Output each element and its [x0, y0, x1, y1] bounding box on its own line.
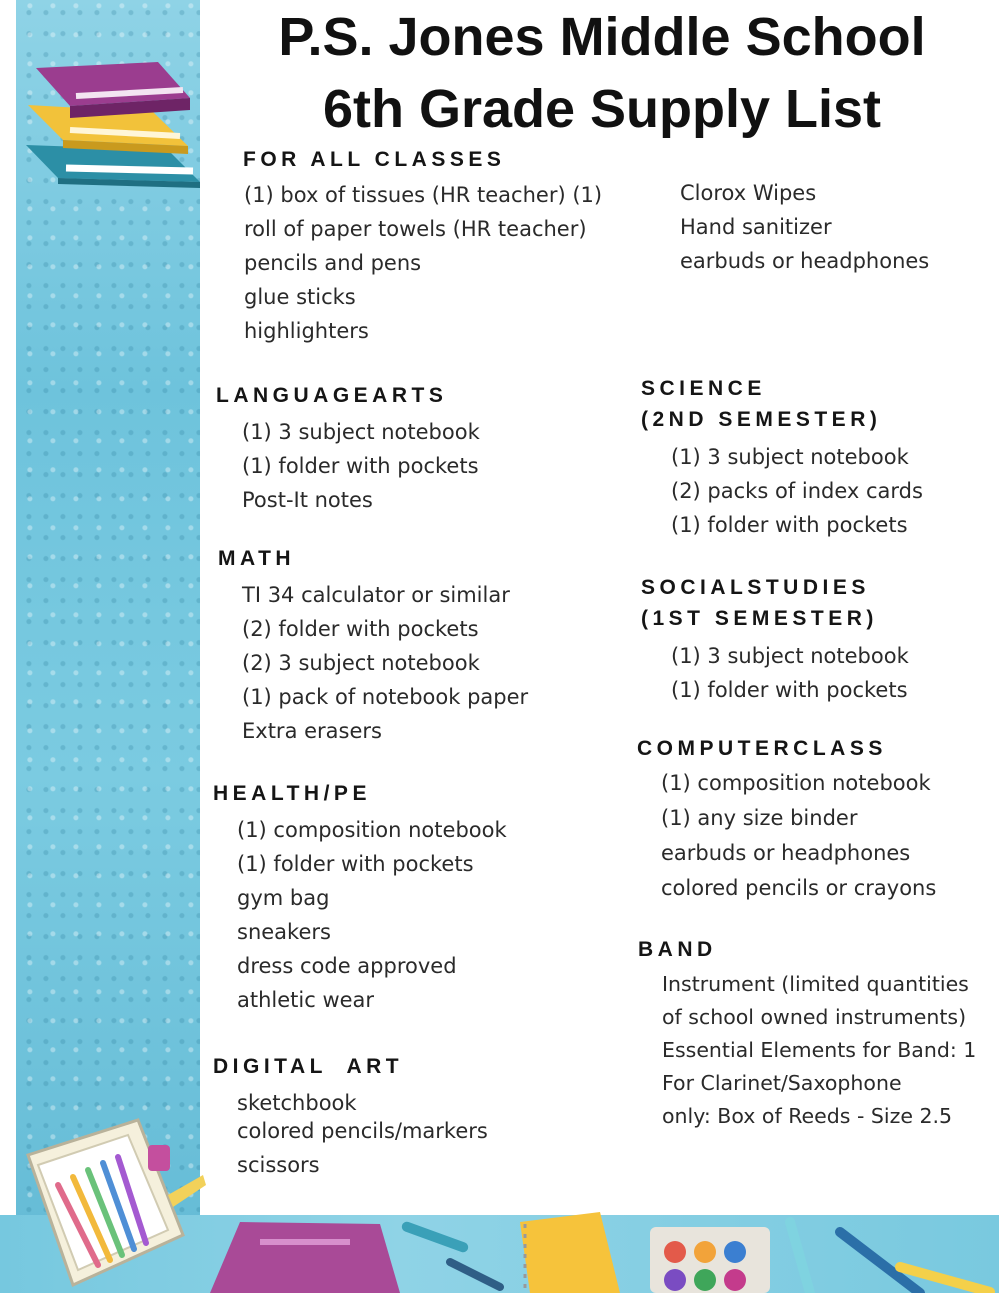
list-item: (2) packs of index cards: [671, 479, 923, 503]
list-item: earbuds or headphones: [661, 841, 911, 865]
pencil-case-icon: [18, 1115, 208, 1295]
list-item: (1) folder with pockets: [671, 513, 908, 537]
list-item: (1) box of tissues (HR teacher) (1): [244, 183, 603, 207]
list-item: of school owned instruments): [662, 1005, 967, 1029]
list-item: roll of paper towels (HR teacher): [244, 217, 587, 241]
list-item: (1) folder with pockets: [671, 678, 908, 702]
list-all-classes-left: [244, 178, 602, 348]
list-item: Instrument (limited quantities: [662, 972, 969, 996]
list-item: only: Box of Reeds - Size 2.5: [662, 1104, 953, 1128]
list-item: sneakers: [237, 920, 331, 944]
list-item: For Clarinet/Saxophone: [662, 1071, 902, 1095]
page-title-school: P.S. Jones Middle School: [278, 7, 926, 67]
list-item: (1) folder with pockets: [237, 852, 474, 876]
list-health-pe: [237, 813, 507, 1017]
page-title-grade: 6th Grade Supply List: [322, 79, 882, 139]
list-item: dress code approved: [237, 954, 457, 978]
list-language-arts: [242, 415, 480, 517]
heading-computer-class: COMPUTERCLASS: [637, 737, 887, 760]
list-item: Essential Elements for Band: 1: [662, 1038, 977, 1062]
list-math: [242, 578, 528, 748]
list-item: (2) folder with pockets: [242, 617, 479, 641]
heading-science: SCIENCE: [641, 377, 766, 400]
list-item: (2) 3 subject notebook: [242, 651, 480, 675]
list-item: scissors: [237, 1153, 320, 1177]
list-item: athletic wear: [237, 988, 375, 1012]
list-item: Extra erasers: [242, 719, 382, 743]
list-item: (1) folder with pockets: [242, 454, 479, 478]
list-item: (1) any size binder: [661, 806, 858, 830]
heading-language-arts: LANGUAGEARTS: [216, 384, 448, 407]
list-item: colored pencils/markers: [237, 1119, 488, 1143]
list-digital-art: [237, 1086, 488, 1182]
list-item: glue sticks: [244, 285, 356, 309]
list-item: gym bag: [237, 886, 330, 910]
list-item: (1) 3 subject notebook: [671, 644, 909, 668]
heading-social-studies: SOCIALSTUDIES: [641, 576, 870, 599]
stacked-books-icon: [18, 50, 203, 190]
heading-health-pe: HEALTH/PE: [213, 782, 371, 805]
list-computer-class: [661, 766, 936, 906]
list-item: (1) 3 subject notebook: [242, 420, 480, 444]
list-item: Post-It notes: [242, 488, 373, 512]
list-item: (1) pack of notebook paper: [242, 685, 529, 709]
list-item: colored pencils or crayons: [661, 876, 937, 900]
list-item: (1) composition notebook: [661, 771, 931, 795]
heading-all-classes: FOR ALL CLASSES: [243, 148, 506, 171]
heading-social-studies-semester: (1ST SEMESTER): [641, 607, 878, 630]
list-item: (1) 3 subject notebook: [671, 445, 909, 469]
heading-math: MATH: [218, 547, 296, 570]
list-all-classes-right: [680, 176, 929, 278]
heading-digital-art: DIGITAL ART: [213, 1055, 404, 1078]
list-item: highlighters: [244, 319, 369, 343]
list-science: [671, 440, 923, 542]
list-item: (1) composition notebook: [237, 818, 507, 842]
list-item: earbuds or headphones: [680, 249, 930, 273]
heading-science-semester: (2ND SEMESTER): [641, 408, 882, 431]
list-item: sketchbook: [237, 1091, 357, 1115]
list-item: Clorox Wipes: [680, 181, 817, 205]
list-item: TI 34 calculator or similar: [242, 583, 510, 607]
list-social-studies: [671, 639, 909, 707]
left-white-margin: [0, 0, 16, 1293]
list-band: [662, 968, 976, 1133]
school-supplies-border: [200, 1212, 999, 1293]
list-item: Hand sanitizer: [680, 215, 832, 239]
left-watercolor-strip: [0, 0, 200, 1293]
heading-band: BAND: [638, 938, 717, 961]
list-item: pencils and pens: [244, 251, 422, 275]
